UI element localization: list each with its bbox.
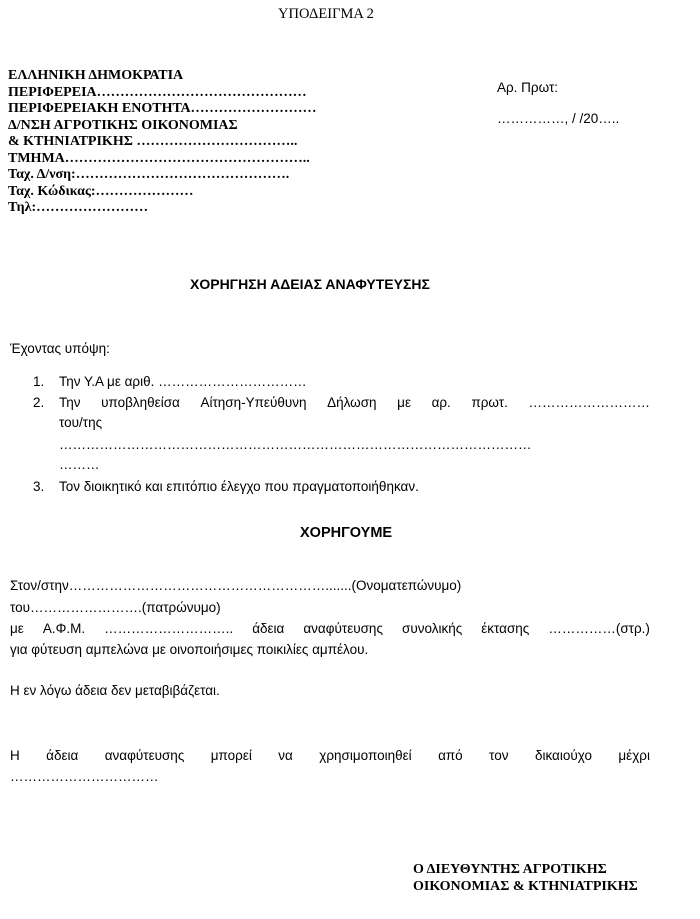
- header-line-directorate: Δ/ΝΣΗ ΑΓΡΟΤΙΚΗΣ ΟΙΚΟΝΟΜΙΑΣ: [8, 117, 238, 133]
- word: αναφύτευσης: [303, 621, 383, 636]
- word: έκτασης: [481, 621, 530, 636]
- signatory-line-2: ΟΙΚΟΝΟΜΙΑΣ & ΚΤΗΝΙΑΤΡΙΚΗΣ: [413, 879, 638, 894]
- item-number-3: 3.: [33, 479, 45, 494]
- usage-line-2: ……………………………: [10, 769, 159, 784]
- grant-heading: ΧΟΡΗΓΟΥΜΕ: [300, 525, 393, 541]
- item-text-2-line-4: ………: [59, 457, 100, 472]
- word: τον: [489, 748, 509, 763]
- item-number-1: 1.: [33, 374, 45, 389]
- word: από: [438, 748, 463, 763]
- word: άδεια: [46, 748, 79, 763]
- word: μπορεί: [210, 748, 252, 763]
- word: Αίτηση-Υπεύθυνη: [200, 395, 307, 410]
- father-name-line: του…………………….(πατρώνυμο): [10, 600, 221, 615]
- word: πρωτ.: [471, 395, 508, 410]
- item-text-2-line-1: [59, 395, 650, 410]
- header-line-country: ΕΛΛΗΝΙΚΗ ΔΗΜΟΚΡΑΤΙΑ: [8, 68, 184, 83]
- word: άδεια: [252, 621, 285, 636]
- word: ……………(στρ.): [548, 621, 650, 636]
- non-transfer-statement: Η εν λόγω άδεια δεν μεταβιβάζεται.: [10, 683, 220, 698]
- word: αρ.: [431, 395, 451, 410]
- signatory-line-1: Ο ΔΙΕΥΘΥΝΤΗΣ ΑΓΡΟΤΙΚΗΣ: [413, 862, 607, 877]
- protocol-label: Αρ. Πρωτ:: [497, 80, 559, 95]
- usage-line-1: [10, 748, 650, 763]
- protocol-date: ……………, / /20…..: [497, 111, 620, 126]
- word: αναφύτευσης: [104, 748, 185, 763]
- word: με: [397, 395, 411, 410]
- word: ………………………: [528, 395, 650, 410]
- item-number-2: 2.: [33, 395, 45, 410]
- word: με: [10, 621, 24, 636]
- word: Η: [10, 748, 20, 763]
- item-text-2-line-2: του/της: [59, 415, 103, 430]
- word: Την: [59, 395, 81, 410]
- word: Α.Φ.Μ.: [42, 621, 86, 636]
- header-line-address: Ταχ. Δ/νση:……………………………………….: [8, 167, 290, 182]
- word: ………………………..: [104, 621, 234, 636]
- header-line-phone: Τηλ:……………………: [8, 200, 149, 215]
- considering-label: Έχοντας υπόψη:: [10, 341, 110, 356]
- word: χρησιμοποιηθεί: [319, 748, 412, 763]
- afm-area-line: [10, 621, 650, 636]
- item-text-1: Την Υ.Α με αριθ. ……………………………: [59, 374, 307, 389]
- authority-header: [8, 68, 317, 217]
- planting-line: για φύτευση αμπελώνα με οινοποιήσιμες ποικιλίες αμπέλου.: [10, 642, 369, 657]
- document-title: ΧΟΡΗΓΗΣΗ ΑΔΕΙΑΣ ΑΝΑΦΥΤΕΥΣΗΣ: [190, 276, 430, 292]
- header-line-postcode: Ταχ. Κώδικας:…………………: [8, 183, 194, 199]
- grantee-name-line: Στον/στην………………………………………………….......(Ονοματεπώνυμο): [10, 578, 462, 593]
- word: δικαιούχο: [534, 748, 592, 763]
- word: συνολικής: [401, 621, 463, 636]
- sample-label: ΥΠΟΔΕΙΓΜΑ 2: [278, 6, 374, 22]
- item-text-2-line-3: ……………………………………………………………………………………………: [59, 437, 532, 452]
- header-line-veterinary: & ΚΤΗΝΙΑΤΡΙΚΗΣ ……………………………..: [8, 134, 298, 149]
- item-text-3: Τον διοικητικό και επιτόπιο έλεγχο που πραγματοποιήθηκαν.: [59, 479, 419, 494]
- word: να: [278, 748, 293, 763]
- header-line-regional-unit: ΠΕΡΙΦΕΡΕΙΑΚΗ ΕΝΟΤΗΤΑ………………………: [8, 101, 317, 116]
- header-line-department: ΤΜΗΜΑ……………………………………………..: [8, 150, 310, 166]
- word: Δήλωση: [327, 395, 377, 410]
- word: μέχρι: [618, 748, 650, 763]
- header-line-region: ΠΕΡΙΦΕΡΕΙΑ………………………………………: [8, 84, 307, 100]
- word: υποβληθείσα: [101, 395, 180, 410]
